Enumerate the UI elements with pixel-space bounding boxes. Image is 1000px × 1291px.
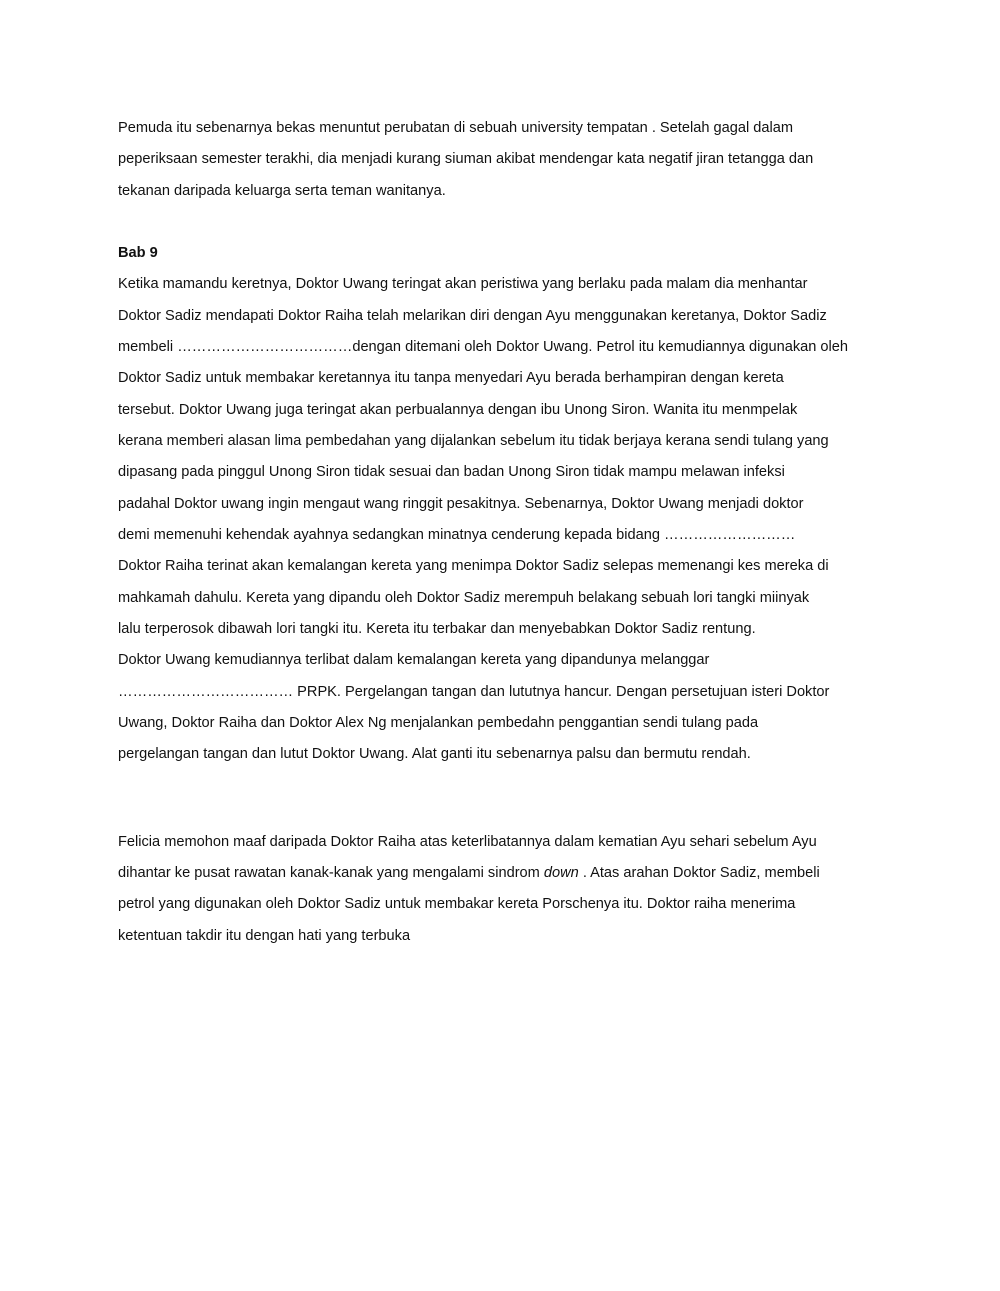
chapter-line-4: Doktor Sadiz untuk membakar keretannya itu tanpa menyedari Ayu berada berhampiran dengan kereta [118,370,784,386]
chapter-line-15: Uwang, Doktor Raiha dan Doktor Alex Ng menjalankan pembedahn penggantian sendi tulang pada [118,715,759,731]
chapter-line-16: pergelangan tangan dan lutut Doktor Uwang. Alat ganti itu sebenarnya palsu dan bermutu rendah. [118,746,751,762]
chapter-line-14: ……………………………… PRPK. Pergelangan tangan dan lututnya hancur. Dengan persetujuan isteri Doktor [118,684,830,700]
chapter-line-3: membeli ………………………………dengan ditemani oleh Doktor Uwang. Petrol itu kemudiannya digunakan oleh [118,339,849,355]
paragraph3-line-3: petrol yang digunakan oleh Doktor Sadiz untuk membakar kereta Porschenya itu. Doktor raiha menerima [118,896,796,912]
chapter-line-5: tersebut. Doktor Uwang juga teringat akan perbualannya dengan ibu Unong Siron. Wanita itu menmpelak [118,402,798,418]
paragraph3-line-2-before: dihantar ke pusat rawatan kanak-kanak yang mengalami sindrom [118,865,544,881]
chapter-line-7: dipasang pada pinggul Unong Siron tidak sesuai dan badan Unong Siron tidak mampu melawan infeksi [118,464,785,480]
chapter-line-2: Doktor Sadiz mendapati Doktor Raiha telah melarikan diri dengan Ayu menggunakan keretanya, Doktor Sadiz [118,308,827,324]
chapter-line-11: mahkamah dahulu. Kereta yang dipandu oleh Doktor Sadiz merempuh belakang sebuah lori tangki miinyak [118,590,810,606]
paragraph3-line-4: ketentuan takdir itu dengan hati yang terbuka [118,928,411,944]
paragraph3-line-2-italic: down [543,865,579,881]
paragraph1-line-1: Pemuda itu sebenarnya bekas menuntut perubatan di sebuah university tempatan . Setelah gagal dalam [118,120,793,136]
paragraph1-line-3: tekanan daripada keluarga serta teman wanitanya. [118,183,446,199]
paragraph3-line-1: Felicia memohon maaf daripada Doktor Raiha atas keterlibatannya dalam kematian Ayu sehari sebelum Ayu [118,834,817,850]
paragraph3-line-2 [118,864,820,882]
chapter-line-8: padahal Doktor uwang ingin mengaut wang ringgit pesakitnya. Sebenarnya, Doktor Uwang menjadi doktor [118,496,804,512]
paragraph3-line-2-after: . Atas arahan Doktor Sadiz, membeli [578,865,820,881]
chapter-line-9: demi memenuhi kehendak ayahnya sedangkan minatnya cenderung kepada bidang ……………………… [118,527,796,543]
chapter-line-13: Doktor Uwang kemudiannya terlibat dalam kemalangan kereta yang dipandunya melanggar [118,652,710,668]
chapter-line-10: Doktor Raiha terinat akan kemalangan kereta yang menimpa Doktor Sadiz selepas memenangi kes mereka di [118,558,829,574]
chapter-heading: Bab 9 [118,245,158,261]
chapter-line-12: lalu terperosok dibawah lori tangki itu. Kereta itu terbakar dan menyebabkan Doktor Sadiz rentung. [118,621,756,637]
chapter-line-1: Ketika mamandu keretnya, Doktor Uwang teringat akan peristiwa yang berlaku pada malam dia menhantar [118,276,808,292]
paragraph1-line-2: peperiksaan semester terakhi, dia menjadi kurang siuman akibat mendengar kata negatif jiran tetangga dan [118,151,814,167]
chapter-line-6: kerana memberi alasan lima pembedahan yang dijalankan sebelum itu tidak berjaya kerana sendi tulang yang [118,433,829,449]
